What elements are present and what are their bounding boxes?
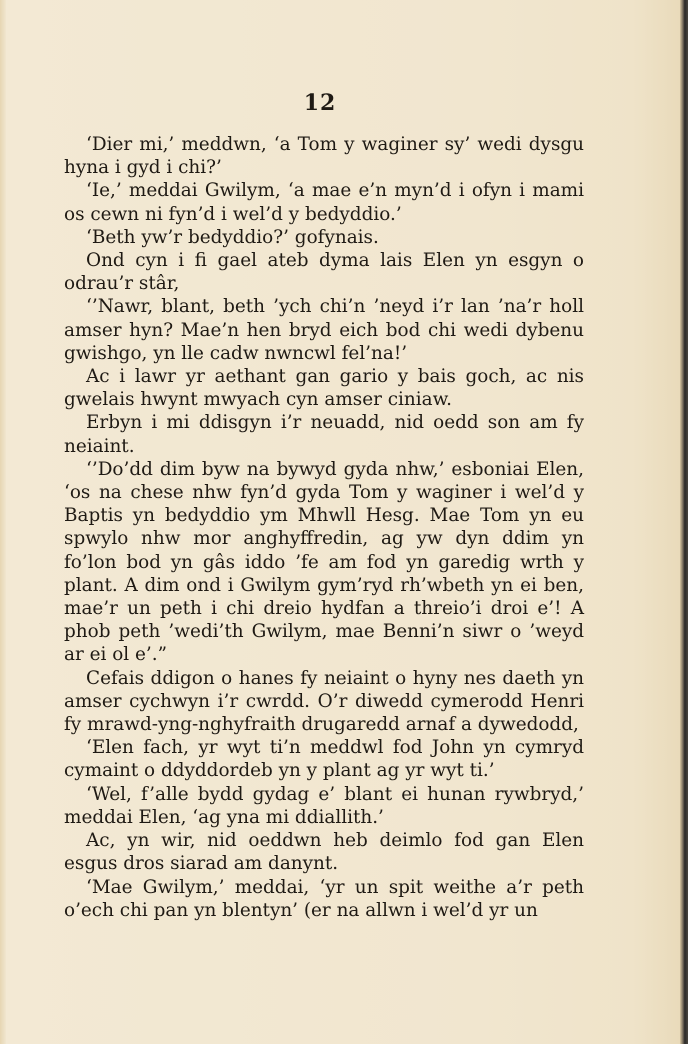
page-edge-shadow: [680, 0, 688, 1044]
body-text: [64, 133, 584, 922]
paragraph-2: ‘Ie,’ meddai Gwilym, ‘a mae e’n myn’d i ofyn i mami os cewn ni fyn’d i wel’d y bedyddio.’: [64, 180, 584, 225]
paragraph-1: ‘Dier mi,’ meddwn, ‘a Tom y waginer sy’ wedi dysgu hyna i gyd i chi?’: [64, 134, 584, 179]
paragraph-4: Ond cyn i fi gael ateb dyma lais Elen yn esgyn o odrau’r stâr,: [64, 250, 584, 295]
paragraph-8: ‘’Do’dd dim byw na bywyd gyda nhw,’ esboniai Elen, ‘os na chese nhw fyn’d gyda Tom y waginer i wel’d y Baptis yn bedyddio ym Mhwll Hesg. Mae Tom yn eu spwylo nhw mor anghyffredin, ag yw dyn ddim yn fo’lon bod yn gâs iddo ’fe am fod yn garedig wrth y plant. A dim ond i Gwilym gym’ryd rh’wbeth yn ei ben, mae’r un peth i chi dreio hydfan a threio’i droi e’! A phob peth ’wedi’th Gwilym, mae Benni’n siwr o ’weyd ar ei ol e’.”: [64, 458, 584, 666]
page-gutter: [0, 0, 6, 1044]
paragraph-3: ‘Beth yw’r bedyddio?’ gofynais.: [86, 226, 379, 248]
paragraph-6: Ac i lawr yr aethant gan gario y bais goch, ac nis gwelais hwynt mwyach cyn amser ciniaw.: [64, 366, 584, 411]
paragraph-13: ‘Mae Gwilym,’ meddai, ‘yr un spit weithe a’r peth o’ech chi pan yn blentyn’ (er na allwn i wel’d yr un: [64, 876, 584, 921]
page-number: 12: [303, 90, 337, 116]
paragraph-9: Cefais ddigon o hanes fy neiaint o hyny nes daeth yn amser cychwyn i’r cwrdd. O’r diwedd cymerodd Henri fy mrawd-yng-nghyfraith drugaredd arnaf a dywedodd,: [64, 667, 584, 736]
paragraph-12: Ac, yn wir, nid oeddwn heb deimlo fod gan Elen esgus dros siarad am danynt.: [64, 830, 584, 875]
paragraph-11: ‘Wel, f’alle bydd gydag e’ blant ei hunan rywbryd,’ meddai Elen, ‘ag yna mi ddiallith.’: [64, 783, 584, 828]
paragraph-7: Erbyn i mi ddisgyn i’r neuadd, nid oedd son am fy neiaint.: [64, 412, 584, 457]
paragraph-5: ‘’Nawr, blant, beth ’ych chi’n ’neyd i’r lan ’na’r holl amser hyn? Mae’n hen bryd eich bod chi wedi dybenu gwishgo, yn lle cadw nwncwl fel’na!’: [64, 296, 584, 364]
paragraph-10: ‘Elen fach, yr wyt ti’n meddwl fod John yn cymryd cymaint o ddyddordeb yn y plant ag yr wyt ti.’: [64, 737, 584, 782]
